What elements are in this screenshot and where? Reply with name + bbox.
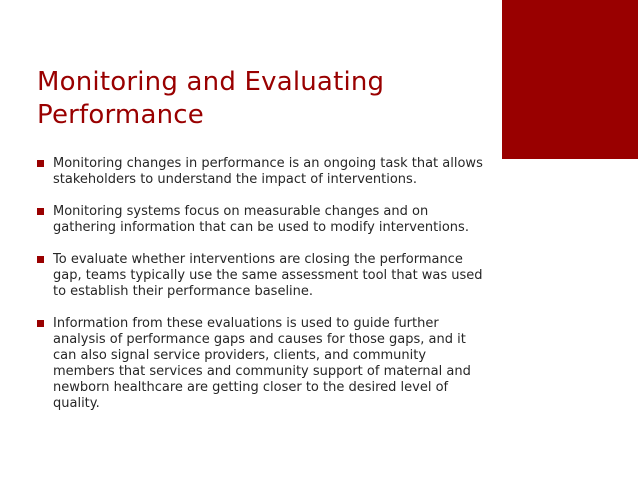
slide-title: Monitoring and Evaluating Performance — [37, 67, 385, 130]
bullet-item — [37, 204, 489, 236]
bullet-item — [37, 252, 489, 300]
bullet-text: Monitoring changes in performance is an ongoing task that allows stakeholders to understand the impact of interventions. — [53, 156, 483, 187]
accent-block — [502, 0, 638, 159]
square-bullet-icon — [37, 160, 44, 167]
bullet-text: Monitoring systems focus on measurable changes and on gathering information that can be used to modify interventions. — [53, 204, 469, 235]
square-bullet-icon — [37, 256, 44, 263]
bullet-text: Information from these evaluations is used to guide further analysis of performance gaps and causes for those gaps, and it can also signal service providers, clients, and community members that services and community support of maternal and newborn healthcare are getting closer to the desired level of quality. — [53, 316, 471, 411]
bullet-item — [37, 156, 489, 188]
bullet-list — [37, 156, 489, 412]
bullet-text: To evaluate whether interventions are closing the performance gap, teams typically use the same assessment tool that was used to establish their performance baseline. — [53, 252, 483, 299]
bullet-item — [37, 316, 489, 412]
square-bullet-icon — [37, 320, 44, 327]
square-bullet-icon — [37, 208, 44, 215]
